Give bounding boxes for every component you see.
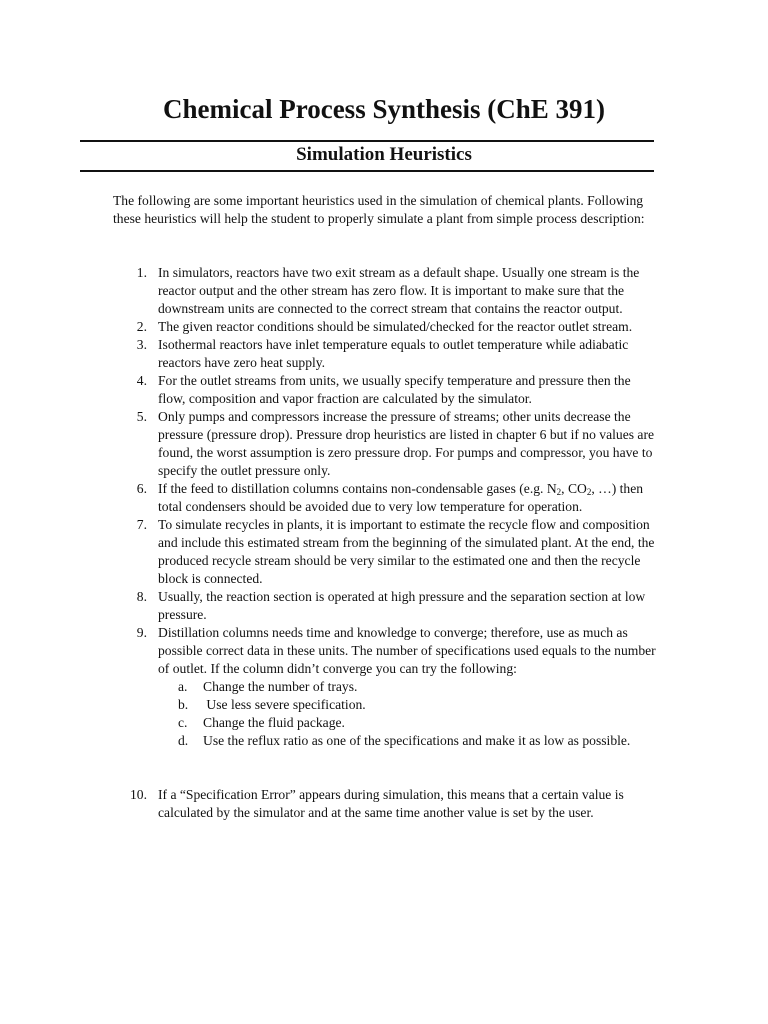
list-item-number: 5. [136,409,147,424]
list-item [113,318,658,336]
list-item-number: 2. [136,319,147,334]
list-item [113,480,658,516]
sub-list-item-letter: b. [178,697,189,712]
list-item-text-part: , …) then total condensers should be avoided due to very low temperature for operation. [158,481,644,514]
title-rule-top [80,140,654,142]
list-item-number: 3. [136,337,147,352]
subscript-2: 2 [556,487,562,497]
section-subtitle: Simulation Heuristics [296,144,472,165]
list-item-text: Usually, the reaction section is operated at high pressure and the separation section at low pressure. [158,589,646,622]
list-item-number: 10. [130,787,147,802]
sub-list-item [158,714,658,732]
sub-list-item [158,678,658,696]
document-title: Chemical Process Synthesis (ChE 391) [163,94,605,124]
sub-list-item-text: Change the fluid package. [203,715,345,730]
subscript-2: 2 [586,487,592,497]
list-item [113,336,658,372]
sub-list-item-letter: c. [178,715,188,730]
sub-list-item-text: Change the number of trays. [203,679,358,694]
sub-list-item [158,732,658,750]
sub-list-item-text: Use less severe specification. [203,697,366,712]
list-item-text: If a “Specification Error” appears during simulation, this means that a certain value is calculated by the simulator and at the same time another value is set by the user. [158,787,624,820]
list-item-text-part: If the feed to distillation columns contains non-condensable gases (e.g. N [158,481,557,496]
list-item-text: Isothermal reactors have inlet temperature equals to outlet temperature while adiabatic reactors have zero heat supply. [158,337,629,370]
list-item [113,408,658,480]
list-item-text [158,481,643,514]
list-item-number: 6. [136,481,147,496]
list-item [113,786,658,822]
list-item-text: For the outlet streams from units, we usually specify temperature and pressure then the flow, composition and vapor fraction are calculated by the simulator. [158,373,631,406]
list-item-text: In simulators, reactors have two exit stream as a default shape. Usually one stream is the reactor output and the other stream has zero flow. It is important to make sure that the downstream units are connected to the correct stream that contains the reactor output. [158,265,640,316]
list-item [113,588,658,624]
sub-list-item-text: Use the reflux ratio as one of the specifications and make it as low as possible. [203,733,631,748]
list-item-text: Distillation columns needs time and knowledge to converge; therefore, use as much as possible correct data in these units. The number of specifications used equals to the number of outlet. If the column didn’t converge you can try the following: [158,625,656,676]
list-item-number: 4. [136,373,147,388]
list-item-text: Only pumps and compressors increase the pressure of streams; other units decrease the pressure (pressure drop). Pressure drop heuristics are listed in chapter 6 but if no values are found, the worst assumption is zero pressure drop. For pumps and compressor, you have to specify the outlet pressure only. [158,409,655,478]
list-item-number: 7. [136,517,147,532]
list-item-number: 1. [136,265,147,280]
list-item [113,372,658,408]
list-item-number: 9. [136,625,147,640]
intro-paragraph: The following are some important heuristics used in the simulation of chemical plants. Following these heuristics will help the student to properly simulate a plant from simple process description: [113,193,645,226]
list-item-number: 8. [136,589,147,604]
title-rule-bottom [80,170,654,172]
sub-list-item-letter: d. [178,733,189,748]
list-item-text: To simulate recycles in plants, it is important to estimate the recycle flow and composition and include this estimated stream from the beginning of the simulated plant. At the end, the produced recycle stream should be very similar to the estimated one and then the recycle block is connected. [158,517,655,586]
list-item-text: The given reactor conditions should be simulated/checked for the reactor outlet stream. [158,319,633,334]
list-item [113,516,658,588]
heuristics-list [113,264,658,822]
sub-list-item [158,696,658,714]
list-item-text-part: , CO [561,481,587,496]
list-item [113,624,658,750]
sub-list [158,678,658,750]
list-item [113,264,658,318]
sub-list-item-letter: a. [178,679,188,694]
